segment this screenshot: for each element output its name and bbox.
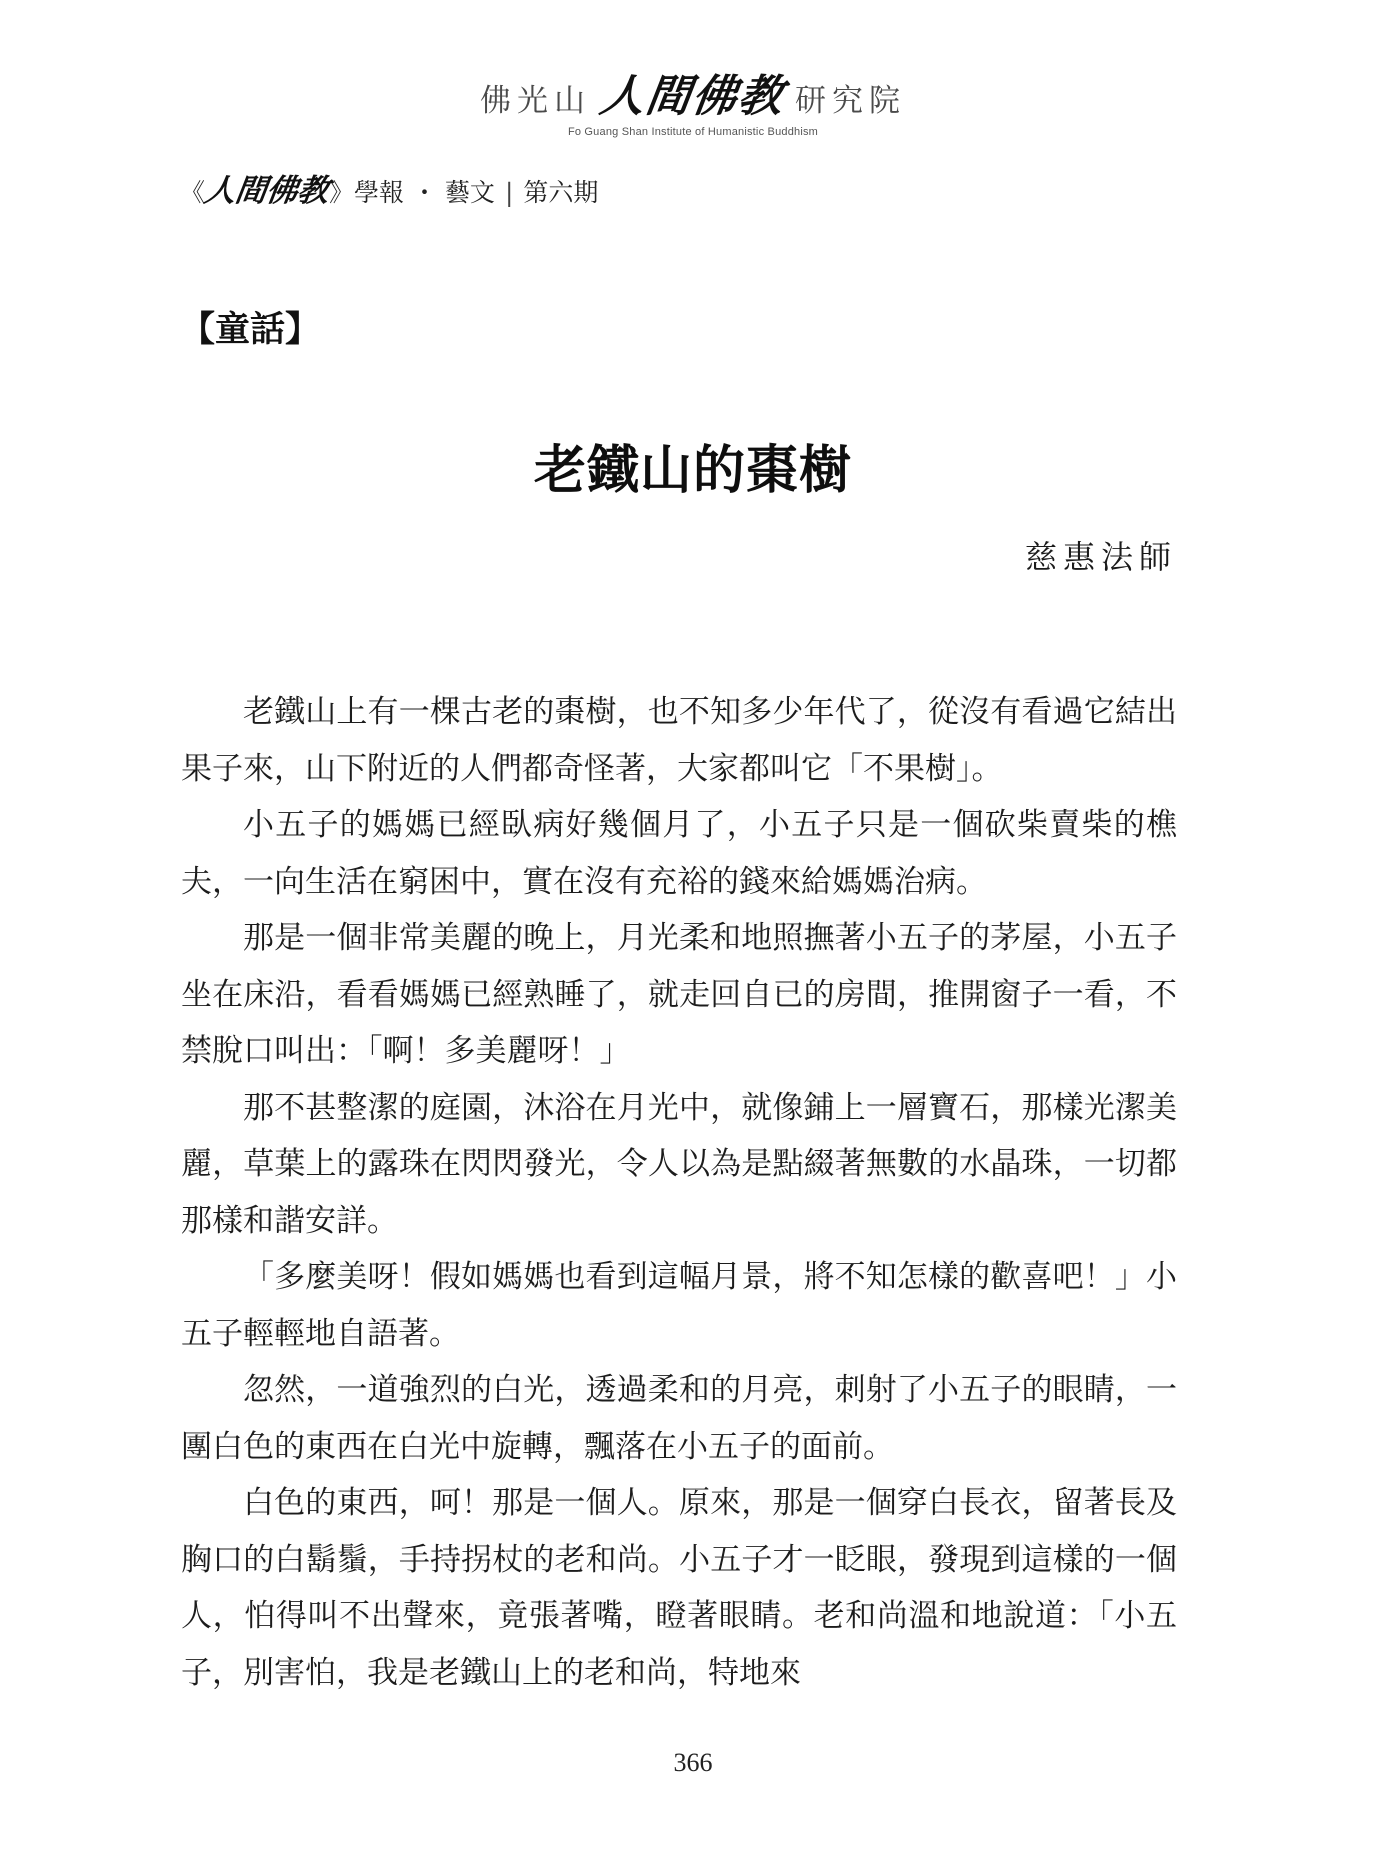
section-label: 【童話】 xyxy=(180,309,321,350)
paragraph: 「多麼美呀！假如媽媽也看到這幅月景，將不知怎樣的歡喜吧！」小五子輕輕地自語著。 xyxy=(181,1259,1177,1352)
org-name-left: 佛光山 xyxy=(480,83,591,119)
journal-separator: | xyxy=(504,178,514,207)
institute-masthead xyxy=(0,60,1386,138)
page-number: 366 xyxy=(673,1748,713,1777)
org-name-right: 研究院 xyxy=(795,83,906,119)
paragraph: 白色的東西，呵！那是一個人。原來，那是一個穿白長衣，留著長及胸口的白鬍鬚，手持拐杖的老和尚。小五子才一眨眼，發現到這樣的一個人，怕得叫不出聲來，竟張著嘴，瞪著眼睛。老和尚溫和地說道：「小五子，別害怕，我是老鐵山上的老和尚，特地來 xyxy=(181,1485,1177,1691)
journal-open-bracket: 《 xyxy=(180,178,206,207)
humanistic-buddhism-logo: 人間佛教 xyxy=(596,71,788,122)
article-title: 老鐵山的棗樹 xyxy=(533,440,852,501)
paragraph: 老鐵山上有一棵古老的棗樹，也不知多少年代了，從沒有看過它結出果子來，山下附近的人們都奇怪著，大家都叫它「不果樹」。 xyxy=(181,694,1177,787)
journal-issue: 第六期 xyxy=(523,178,599,207)
journal-name: 學報 ・ 藝文 xyxy=(354,178,495,207)
paragraph: 那是一個非常美麗的晚上，月光柔和地照撫著小五子的茅屋，小五子坐在床沿，看看媽媽已經熟睡了，就走回自已的房間，推開窗子一看，不禁脫口叫出：「啊！多美麗呀！」 xyxy=(181,920,1177,1069)
institute-name xyxy=(0,60,1386,124)
author-name: 慈惠法師 xyxy=(1024,538,1177,576)
article-body xyxy=(181,684,1177,1701)
org-english-name: Fo Guang Shan Institute of Humanistic Buddhism xyxy=(567,126,819,138)
journal-logo: 人間佛教 xyxy=(201,173,332,209)
paragraph: 那不甚整潔的庭園，沐浴在月光中，就像鋪上一層寶石，那樣光潔美麗，草葉上的露珠在閃閃發光，令人以為是點綴著無數的水晶珠，一切都那樣和諧安詳。 xyxy=(181,1089,1177,1239)
paragraph: 忽然，一道強烈的白光，透過柔和的月亮，刺射了小五子的眼睛，一團白色的東西在白光中旋轉，飄落在小五子的面前。 xyxy=(181,1372,1177,1465)
journal-close-bracket: 》 xyxy=(329,178,355,207)
journal-running-header xyxy=(180,165,598,210)
paragraph: 小五子的媽媽已經臥病好幾個月了，小五子只是一個砍柴賣柴的樵夫，一向生活在窮困中，實在沒有充裕的錢來給媽媽治病。 xyxy=(181,807,1177,900)
